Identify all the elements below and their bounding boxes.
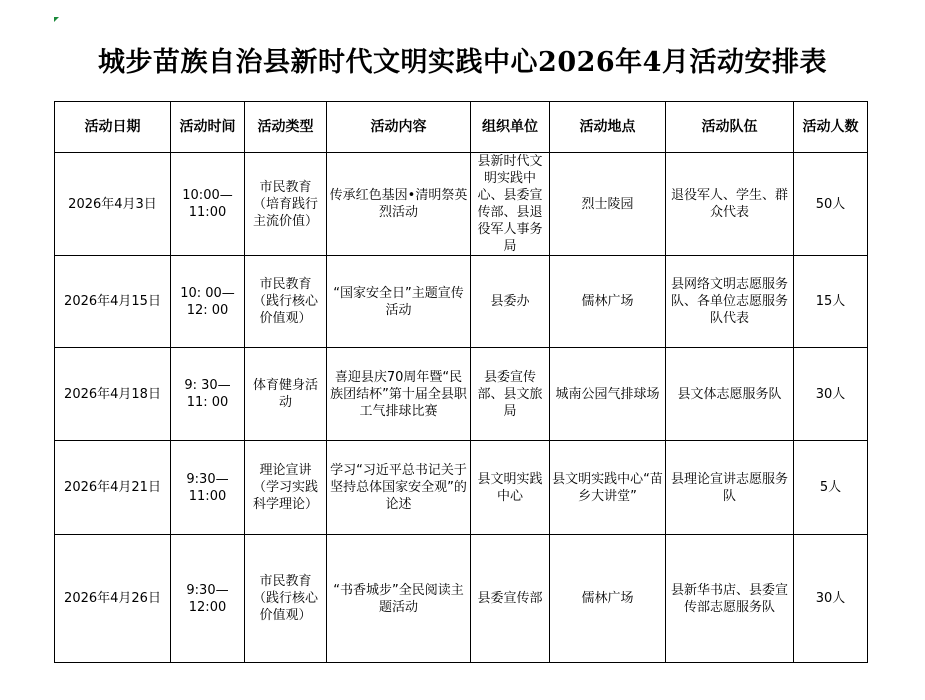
cell-date: 2026年4月18日	[55, 348, 171, 441]
time-end: 11:00	[188, 488, 227, 504]
cell-location: 儒林广场	[550, 256, 666, 348]
cell-type: 体育健身活动	[245, 348, 327, 441]
cell-type: 理论宣讲（学习实践科学理论）	[245, 441, 327, 535]
header-content: 活动内容	[327, 102, 471, 153]
cell-date: 2026年4月26日	[55, 535, 171, 663]
header-time: 活动时间	[171, 102, 245, 153]
cell-content: 喜迎县庆70周年暨“民族团结杯”第十届全县职工气排球比赛	[327, 348, 471, 441]
header-location: 活动地点	[550, 102, 666, 153]
header-organizer: 组织单位	[471, 102, 550, 153]
table-row	[55, 153, 868, 256]
time-end: 12:00	[188, 599, 227, 615]
time-start: 10: 00—	[180, 285, 235, 301]
cell-team: 退役军人、学生、群众代表	[666, 153, 794, 256]
cell-type: 市民教育（培育践行主流价值）	[245, 153, 327, 256]
header-team: 活动队伍	[666, 102, 794, 153]
cell-count: 5人	[794, 441, 868, 535]
cell-time	[171, 535, 245, 663]
cell-location: 县文明实践中心“苗乡大讲堂”	[550, 441, 666, 535]
table-row	[55, 256, 868, 348]
cell-team: 县新华书店、县委宣传部志愿服务队	[666, 535, 794, 663]
cell-time	[171, 348, 245, 441]
cell-content: “国家安全日”主题宣传活动	[327, 256, 471, 348]
time-start: 10:00—	[182, 188, 233, 203]
cell-date: 2026年4月15日	[55, 256, 171, 348]
cell-organizer: 县委宣传部、县文旅局	[471, 348, 550, 441]
cell-team: 县文体志愿服务队	[666, 348, 794, 441]
time-end: 11:00	[188, 205, 227, 220]
cell-team: 县网络文明志愿服务队、各单位志愿服务队代表	[666, 256, 794, 348]
table-row	[55, 348, 868, 441]
time-end: 11: 00	[186, 395, 229, 410]
time-start: 9:30—	[186, 471, 229, 487]
cell-count: 30人	[794, 535, 868, 663]
time-start: 9:30—	[186, 582, 229, 598]
table-row	[55, 441, 868, 535]
activity-schedule-table	[54, 101, 868, 663]
header-count: 活动人数	[794, 102, 868, 153]
cell-time	[171, 256, 245, 348]
corner-mark	[54, 17, 59, 22]
cell-organizer: 县委办	[471, 256, 550, 348]
document-title: 城步苗族自治县新时代文明实践中心2026年4月活动安排表	[98, 47, 827, 78]
cell-location: 烈士陵园	[550, 153, 666, 256]
cell-content: 学习“习近平总书记关于坚持总体国家安全观”的论述	[327, 441, 471, 535]
time-start: 9: 30—	[184, 378, 231, 393]
cell-content: “书香城步”全民阅读主题活动	[327, 535, 471, 663]
cell-organizer: 县文明实践中心	[471, 441, 550, 535]
cell-time	[171, 441, 245, 535]
cell-type: 市民教育（践行核心价值观）	[245, 256, 327, 348]
header-date: 活动日期	[55, 102, 171, 153]
header-row	[55, 102, 868, 153]
cell-date: 2026年4月3日	[55, 153, 171, 256]
cell-team: 县理论宣讲志愿服务队	[666, 441, 794, 535]
cell-count: 30人	[794, 348, 868, 441]
time-end: 12: 00	[186, 302, 229, 318]
cell-location: 城南公园气排球场	[550, 348, 666, 441]
cell-location: 儒林广场	[550, 535, 666, 663]
cell-type: 市民教育（践行核心价值观）	[245, 535, 327, 663]
header-type: 活动类型	[245, 102, 327, 153]
cell-organizer: 县委宣传部	[471, 535, 550, 663]
cell-organizer: 县新时代文明实践中心、县委宣传部、县退役军人事务局	[471, 153, 550, 256]
cell-count: 15人	[794, 256, 868, 348]
table-row	[55, 535, 868, 663]
cell-date: 2026年4月21日	[55, 441, 171, 535]
cell-time	[171, 153, 245, 256]
cell-count: 50人	[794, 153, 868, 256]
cell-content: 传承红色基因•清明祭英烈活动	[327, 153, 471, 256]
